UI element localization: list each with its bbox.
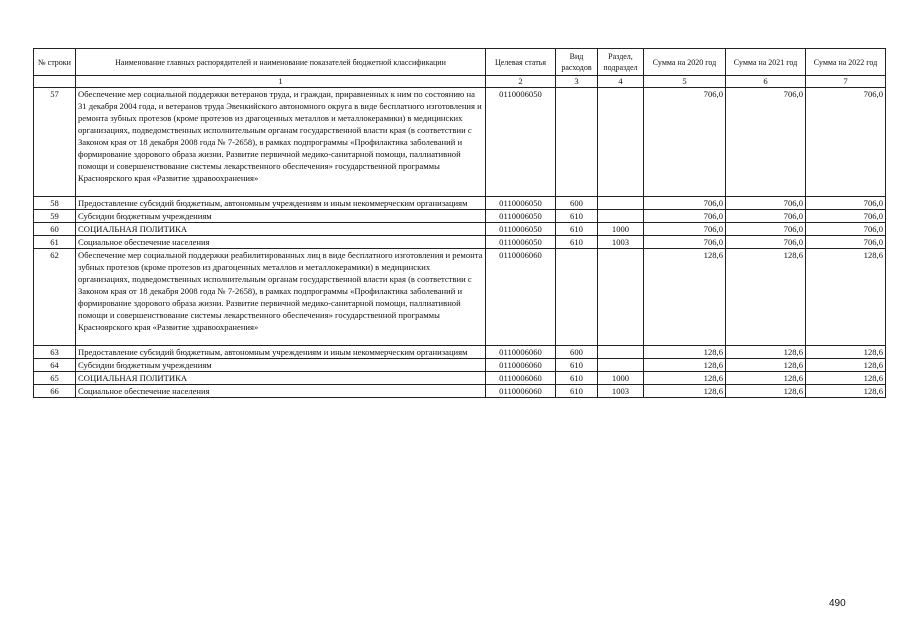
row-expense-type: 610 [556,372,598,385]
row-expense-type: 610 [556,236,598,249]
row-number: 58 [34,197,76,210]
column-index-row [34,76,886,88]
row-number: 64 [34,359,76,372]
row-sum-2021: 706,0 [726,88,806,197]
row-target-article: 0110006050 [486,223,556,236]
row-number: 61 [34,236,76,249]
row-target-article: 0110006060 [486,385,556,398]
row-sum-2020: 706,0 [644,197,726,210]
column-index: 4 [598,76,644,88]
column-index: 5 [644,76,726,88]
row-target-article: 0110006060 [486,346,556,359]
row-target-article: 0110006060 [486,359,556,372]
row-section: 1003 [598,385,644,398]
row-sum-2022: 706,0 [806,88,886,197]
row-target-article: 0110006050 [486,197,556,210]
row-sum-2021: 706,0 [726,210,806,223]
row-sum-2022: 128,6 [806,359,886,372]
row-sum-2020: 128,6 [644,346,726,359]
header-expense-type: Вид расходов [556,49,598,76]
row-sum-2022: 128,6 [806,372,886,385]
header-row [34,49,886,76]
row-sum-2022: 128,6 [806,249,886,346]
row-expense-type: 610 [556,223,598,236]
row-name: Субсидии бюджетным учреждениям [76,359,486,372]
row-sum-2020: 706,0 [644,236,726,249]
row-sum-2022: 706,0 [806,236,886,249]
row-sum-2021: 706,0 [726,236,806,249]
row-section: 1000 [598,223,644,236]
row-section: 1003 [598,236,644,249]
row-name: Субсидии бюджетным учреждениям [76,210,486,223]
row-name: СОЦИАЛЬНАЯ ПОЛИТИКА [76,223,486,236]
row-sum-2020: 706,0 [644,210,726,223]
row-sum-2020: 128,6 [644,372,726,385]
budget-table [33,48,886,398]
table-row [34,372,886,385]
table-body [34,88,886,398]
row-section [598,210,644,223]
table-row [34,359,886,372]
table-row [34,249,886,346]
header-row-number: № строки [34,49,76,76]
row-sum-2020: 128,6 [644,249,726,346]
column-index: 6 [726,76,806,88]
row-expense-type: 600 [556,197,598,210]
row-sum-2021: 128,6 [726,372,806,385]
table-row [34,236,886,249]
header-section: Раздел, подраздел [598,49,644,76]
row-name: Социальное обеспечение населения [76,236,486,249]
column-index [34,76,76,88]
row-sum-2020: 706,0 [644,88,726,197]
row-sum-2021: 128,6 [726,359,806,372]
row-target-article: 0110006060 [486,372,556,385]
row-section: 1000 [598,372,644,385]
row-number: 65 [34,372,76,385]
row-expense-type: 610 [556,385,598,398]
row-sum-2021: 706,0 [726,223,806,236]
row-name: Обеспечение мер социальной поддержки реабилитированных лиц в виде бесплатного изготовления и ремонта зубных протезов (кроме протезов из драгоценных металлов и металлокерамики) в медицинских организациях, подведомственных исполнительным органам государственной власти края (в соответствии с Законом края от 18 декабря 2008 года № 7-2658), в рамках подпрограммы «Профилактика заболеваний и формирование здорового образа жизни. Развитие первичной медико-санитарной помощи, паллиативной помощи и совершенствование системы лекарственного обеспечения» государственной программы Красноярского края «Развитие здравоохранения» [76,249,486,346]
header-sum-2021: Сумма на 2021 год [726,49,806,76]
row-target-article: 0110006050 [486,236,556,249]
row-section [598,359,644,372]
row-number: 57 [34,88,76,197]
row-expense-type: 610 [556,210,598,223]
row-expense-type [556,88,598,197]
row-sum-2022: 128,6 [806,385,886,398]
row-name: Предоставление субсидий бюджетным, автономным учреждениям и иным некоммерческим организациям [76,346,486,359]
row-sum-2022: 128,6 [806,346,886,359]
row-name: Предоставление субсидий бюджетным, автономным учреждениям и иным некоммерческим организациям [76,197,486,210]
row-sum-2020: 128,6 [644,359,726,372]
header-sum-2020: Сумма на 2020 год [644,49,726,76]
row-sum-2020: 128,6 [644,385,726,398]
row-expense-type: 600 [556,346,598,359]
column-index: 3 [556,76,598,88]
table-row [34,197,886,210]
row-number: 59 [34,210,76,223]
header-name: Наименование главных распорядителей и наименование показателей бюджетной классификации [76,49,486,76]
row-section [598,346,644,359]
row-target-article: 0110006060 [486,249,556,346]
header-target-article: Целевая статья [486,49,556,76]
table-row [34,385,886,398]
table-row [34,88,886,197]
row-number: 66 [34,385,76,398]
budget-sheet [33,48,886,398]
row-expense-type [556,249,598,346]
row-number: 63 [34,346,76,359]
row-section [598,88,644,197]
row-number: 62 [34,249,76,346]
row-target-article: 0110006050 [486,210,556,223]
header-sum-2022: Сумма на 2022 год [806,49,886,76]
row-sum-2020: 706,0 [644,223,726,236]
column-index: 2 [486,76,556,88]
table-row [34,223,886,236]
table-row [34,346,886,359]
row-sum-2021: 706,0 [726,197,806,210]
column-index: 7 [806,76,886,88]
row-sum-2022: 706,0 [806,210,886,223]
row-name: СОЦИАЛЬНАЯ ПОЛИТИКА [76,372,486,385]
row-sum-2021: 128,6 [726,346,806,359]
row-sum-2022: 706,0 [806,197,886,210]
row-section [598,249,644,346]
row-sum-2021: 128,6 [726,249,806,346]
row-sum-2021: 128,6 [726,385,806,398]
row-section [598,197,644,210]
row-expense-type: 610 [556,359,598,372]
row-name: Социальное обеспечение населения [76,385,486,398]
row-number: 60 [34,223,76,236]
page-number: 490 [829,598,846,609]
table-row [34,210,886,223]
column-index: 1 [76,76,486,88]
row-target-article: 0110006050 [486,88,556,197]
row-sum-2022: 706,0 [806,223,886,236]
row-name: Обеспечение мер социальной поддержки ветеранов труда, и граждан, приравненных к ним по состоянию на 31 декабря 2004 года, и ветеранов труда Эвенкийского автономного округа в виде бесплатного изготовления и ремонта зубных протезов (кроме протезов из драгоценных металлов и металлокерамики) в медицинских организациях, подведомственных исполнительным органам государственной власти края (в соответствии с Законом края от 18 декабря 2008 года № 7-2658), в рамках подпрограммы «Профилактика заболеваний и формирование здорового образа жизни. Развитие первичной медико-санитарной помощи, паллиативной помощи и совершенствование системы лекарственного обеспечения» государственной программы Красноярского края «Развитие здравоохранения» [76,88,486,197]
